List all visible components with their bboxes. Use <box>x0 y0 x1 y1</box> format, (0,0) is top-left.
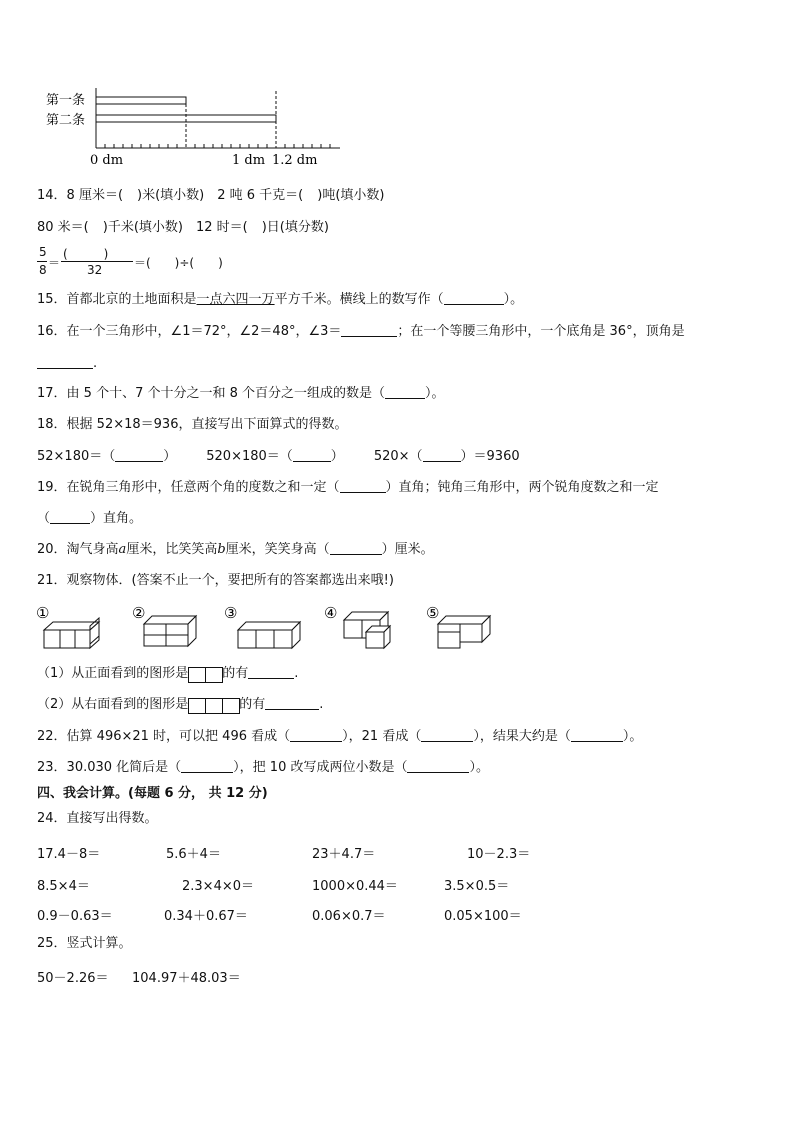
cube-figure-2 <box>144 616 196 646</box>
front-view-shape <box>188 667 222 685</box>
answer-blank[interactable] <box>444 292 504 305</box>
answer-blank[interactable] <box>293 449 331 462</box>
answer-blank[interactable] <box>37 356 93 369</box>
q14-line1: 14．8 厘米＝( )米(填小数) 2 吨 6 千克＝( )吨(填小数) <box>37 188 385 203</box>
frac2-num: ( ) <box>63 247 109 261</box>
tick-label-1: 1 dm <box>232 153 266 168</box>
figure-label-1: ① <box>36 604 50 622</box>
tick-label-2: 1.2 dm <box>272 153 318 168</box>
ruler-diagram <box>40 86 360 176</box>
frac-den: 8 <box>39 263 47 277</box>
q18-exprs: 52×180＝（ ） 520×180＝（ ） 520×（ ）＝9360 <box>37 449 520 464</box>
cube-figures <box>36 602 506 652</box>
answer-blank[interactable] <box>421 729 473 742</box>
answer-blank[interactable] <box>407 760 469 773</box>
q21-text: 21．观察物体．(答案不止一个，要把所有的答案都选出来哦!) <box>37 573 394 588</box>
q14-line2: 80 米＝( )千米(填小数) 12 时＝( )日(填分数) <box>37 220 329 235</box>
tick-label-0: 0 dm <box>90 153 124 168</box>
q21-sub2: （2）从右面看到的图形是 的有 . <box>37 697 323 716</box>
cube-figure-5 <box>438 616 490 648</box>
q23: 23．30.030 化简后是（ ），把 10 改写成两位小数是（ ）。 <box>37 760 489 775</box>
cube-figure-1 <box>44 618 99 648</box>
answer-blank[interactable] <box>265 697 319 710</box>
ruler-ticks <box>105 144 330 148</box>
cube-figure-3 <box>238 622 300 648</box>
q14-fraction-line: 5 8 ＝ ( ) 32 ＝( )÷( ) <box>39 245 223 277</box>
q17: 17．由 5 个十、7 个十分之一和 8 个百分之一组成的数是（ ）。 <box>37 386 445 401</box>
frac2-den: 32 <box>87 263 103 277</box>
q24-text: 24．直接写出得数。 <box>37 811 158 826</box>
right-view-shape <box>188 698 239 716</box>
q15: 15．首都北京的土地面积是一点六四一万平方千米。横线上的数写作（ ）。 <box>37 292 524 307</box>
answer-blank[interactable] <box>115 449 163 462</box>
answer-blank[interactable] <box>423 449 461 462</box>
ruler-row1-label: 第一条 <box>46 93 86 108</box>
answer-blank[interactable] <box>50 511 90 524</box>
q25-text: 25．竖式计算。 <box>37 936 132 951</box>
figure-label-2: ② <box>132 604 146 622</box>
frac-num: 5 <box>39 245 47 259</box>
q16-line1: 16．在一个三角形中，∠1＝72°，∠2＝48°，∠3＝ ；在一个等腰三角形中，一个底角是 36°，顶角是 <box>37 324 685 339</box>
cube-figure-4 <box>344 612 390 648</box>
answer-blank[interactable] <box>248 666 294 679</box>
q22: 22．估算 496×21 时，可以把 496 看成（ ），21 看成（ ），结果大约是（ ）。 <box>37 729 643 744</box>
q19-line2: （ ）直角。 <box>37 511 143 526</box>
q21-sub1: （1）从正面看到的图形是 的有 . <box>37 666 298 685</box>
answer-blank[interactable] <box>290 729 342 742</box>
answer-blank[interactable] <box>571 729 623 742</box>
figure-label-4: ④ <box>324 604 338 622</box>
answer-blank[interactable] <box>341 324 397 337</box>
answer-blank[interactable] <box>385 386 425 399</box>
figure-label-5: ⑤ <box>426 604 440 622</box>
ruler-row2-label: 第二条 <box>46 113 86 128</box>
q20: 20．淘气身高a厘米，比笑笑高b厘米，笑笑身高（ ）厘米。 <box>37 542 434 557</box>
answer-blank[interactable] <box>181 760 233 773</box>
answer-blank[interactable] <box>340 480 386 493</box>
q19-line1: 19．在锐角三角形中，任意两个角的度数之和一定（ ）直角；钝角三角形中，两个锐角度数之和一定 <box>37 480 659 495</box>
section4-heading: 四、我会计算。(每题 6 分， 共 12 分) <box>37 786 268 801</box>
q16-line2: . <box>37 356 97 372</box>
figure-label-3: ③ <box>224 604 238 622</box>
answer-blank[interactable] <box>330 542 382 555</box>
q18-text: 18．根据 52×18＝936，直接写出下面算式的得数。 <box>37 417 348 432</box>
bar-first <box>96 97 186 104</box>
